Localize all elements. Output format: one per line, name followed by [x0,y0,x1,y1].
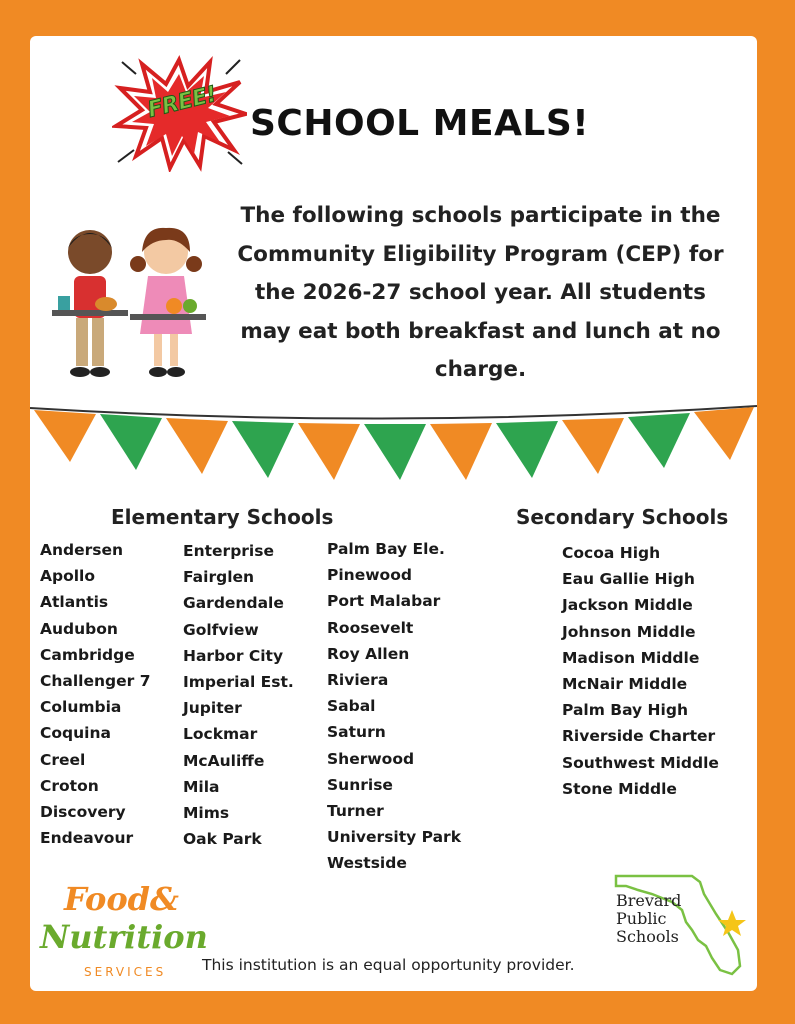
logo-nutrition-text: Nutrition [40,918,208,956]
list-item: Challenger 7 [40,671,151,690]
list-item: Croton [40,776,99,795]
list-item: Columbia [40,698,122,717]
list-item: Eau Gallie High [562,570,695,589]
list-item: University Park [327,828,461,847]
list-item: Harbor City [183,646,284,665]
bps-line: Public [616,909,667,928]
list-item: Imperial Est. [183,672,294,691]
list-item: Golfview [183,620,259,639]
intro-text: The following schools participate in the Community Eligibility Program (CEP) for the 2026-27 school year. All students may eat both breakfast and lunch at no charge. [237,203,724,382]
children-with-trays-icon [48,222,208,384]
list-item: Jackson Middle [562,596,693,615]
list-item: Audubon [40,619,118,638]
list-item: Roy Allen [327,644,410,663]
logo-services-text: SERVICES [84,965,167,979]
elementary-list-col1 [40,537,150,851]
list-item: Stone Middle [562,779,677,798]
list-item: Palm Bay Ele. [327,540,445,558]
list-item: McNair Middle [562,674,688,693]
bps-line: Brevard [616,891,682,910]
list-item: Johnson Middle [562,622,696,641]
list-item: Palm Bay High [562,701,688,720]
list-item: Riviera [327,670,389,689]
list-item: Gardendale [183,594,284,613]
bps-line: Schools [616,927,679,946]
equal-opportunity-statement: This institution is an equal opportunity provider. [202,956,575,974]
elementary-heading: Elementary Schools [111,505,334,529]
list-item: Riverside Charter [562,727,716,746]
secondary-list [562,540,719,802]
secondary-heading: Secondary Schools [516,505,729,529]
list-item: Turner [327,801,384,820]
list-item: Pinewood [327,566,412,585]
list-item: Apollo [40,567,96,586]
list-item: Lockmar [183,725,258,744]
star-icon [718,910,746,936]
list-item: Atlantis [40,593,109,612]
list-item: Southwest Middle [562,753,719,772]
list-item: Port Malabar [327,592,441,611]
page-title: SCHOOL MEALS! [250,103,590,144]
list-item: McAuliffe [183,751,265,770]
list-item: Fairglen [183,568,255,587]
bunting-icon [30,400,757,490]
list-item: Madison Middle [562,648,700,667]
list-item: Endeavour [40,829,134,848]
free-badge-text: FREE! [145,81,219,124]
list-item: Discovery [40,802,126,821]
list-item: Oak Park [183,830,262,849]
list-item: Enterprise [183,542,274,560]
list-item: Mims [183,803,230,822]
list-item: Cocoa High [562,544,661,562]
list-item: Westside [327,854,407,873]
list-item: Sunrise [327,775,393,794]
list-item: Sherwood [327,749,415,768]
list-item: Creel [40,750,86,769]
list-item: Sabal [327,697,376,716]
list-item: Mila [183,777,220,796]
list-item: Saturn [327,723,386,742]
logo-food-text: Food& [64,880,179,918]
list-item: Andersen [40,541,124,559]
list-item: Coquina [40,724,111,743]
elementary-list-col3 [327,536,461,876]
list-item: Roosevelt [327,618,414,637]
list-item: Cambridge [40,645,135,664]
bps-logo-text [616,892,681,946]
list-item: Jupiter [183,699,242,718]
elementary-list-col2 [183,538,294,852]
